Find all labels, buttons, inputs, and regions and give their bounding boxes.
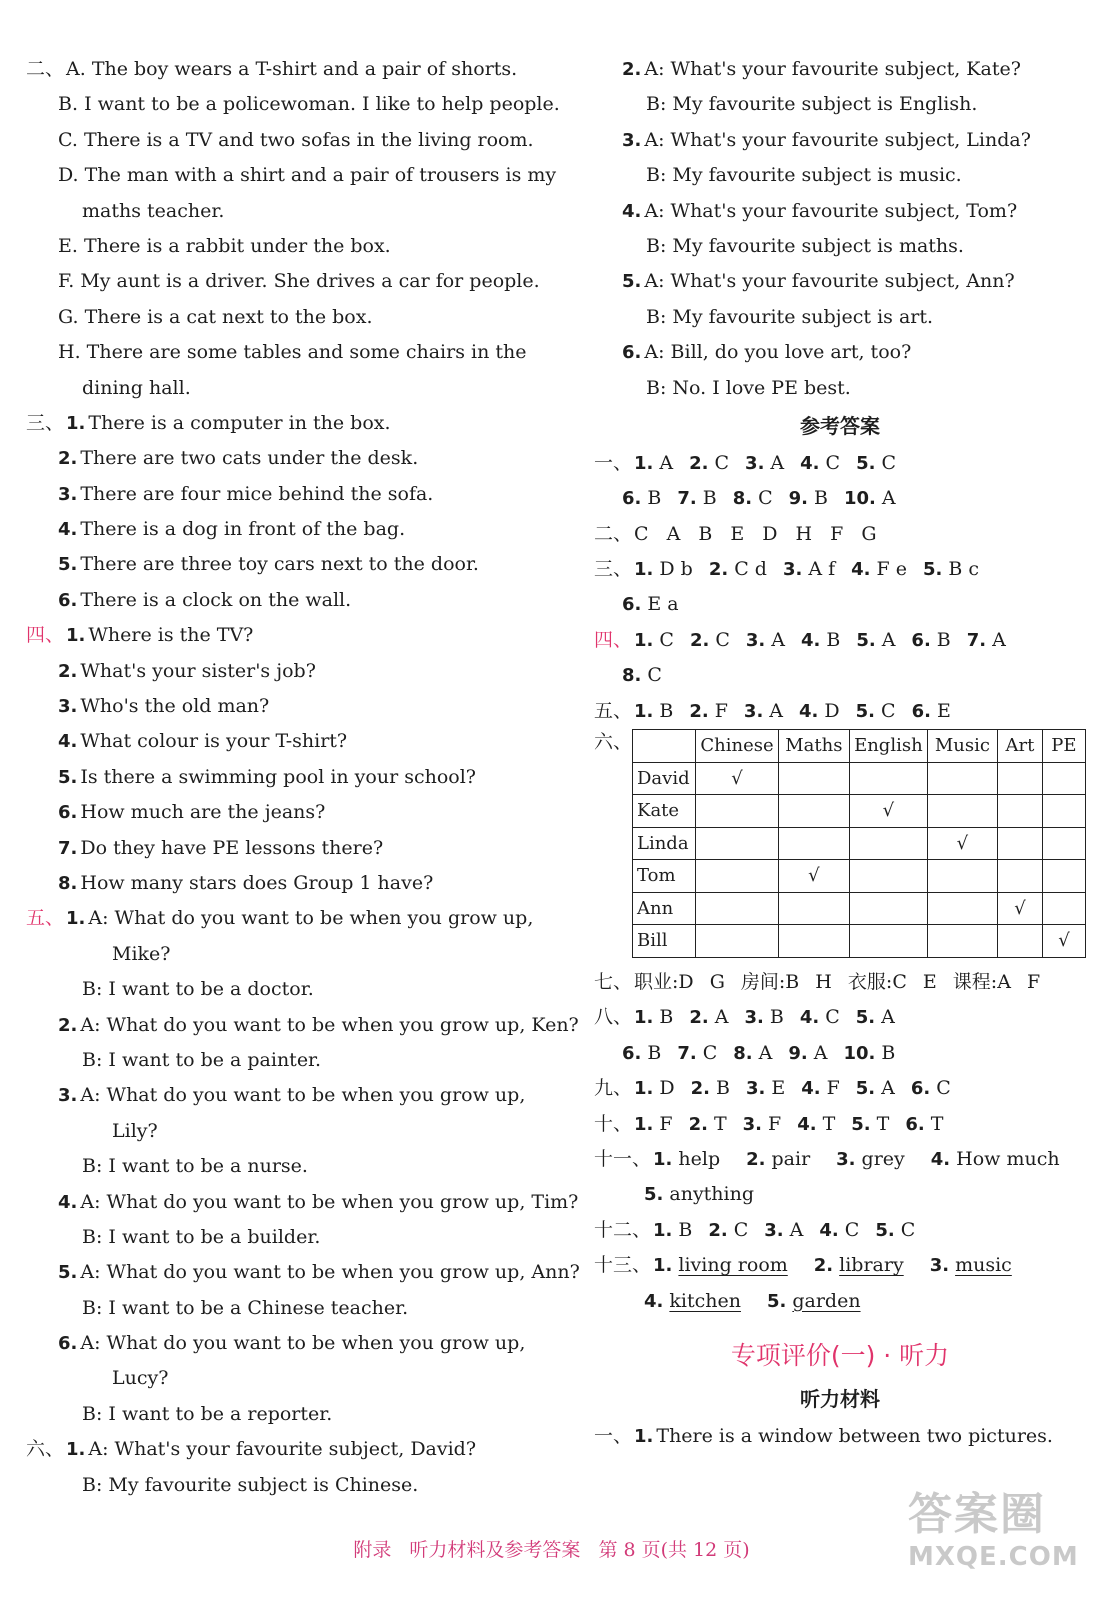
answer-row: 二、 C A B E D H F G	[594, 522, 877, 545]
answer-item: 4. B	[800, 628, 841, 651]
s3-item: 三、 1. There is a computer in the box.	[26, 411, 391, 434]
answer-item: 5. A	[855, 1006, 895, 1029]
empty-cell	[850, 892, 928, 925]
answer-item: 2. B	[690, 1077, 730, 1100]
section-number: 二、	[26, 58, 65, 80]
s5-dialog-b: B: I want to be a doctor.	[82, 978, 314, 1001]
check-mark-cell: √	[927, 827, 997, 860]
s2-item-b: B. I want to be a policewoman. I like to help people.	[58, 93, 560, 116]
column-header: Chinese	[696, 730, 778, 763]
answer-item: 1. C	[634, 628, 674, 651]
s6-dialog-b: B: My favourite subject is maths.	[646, 234, 964, 257]
empty-cell	[850, 925, 928, 958]
answer-item: 3. A	[764, 1218, 804, 1241]
answer-item: 1. F	[634, 1112, 673, 1135]
s6-dialog-a: 3. A: What's your favourite subject, Linda?	[622, 128, 1031, 151]
answer-row: 十、 1. F 2. T 3. F 4. T 5. T 6. T	[594, 1107, 1086, 1142]
s4-item: 7. Do they have PE lessons there?	[58, 836, 384, 859]
table-row	[633, 795, 1086, 828]
answer-row: 三、 1. D b 2. C d 3. A f 4. F e 5. B c	[594, 552, 1086, 587]
check-mark-cell: √	[696, 762, 778, 795]
answer-item: 3. A f	[782, 558, 836, 581]
s5-dialog-a: 5. A: What do you want to be when you grow up, Ann?	[58, 1261, 580, 1284]
answer-item: 3. music	[929, 1254, 1012, 1277]
answer-item: 1. help	[653, 1147, 721, 1170]
answer-item: 1. D	[634, 1077, 675, 1100]
answer-item: 1. D b	[634, 558, 693, 581]
answer-item: 2. T	[688, 1112, 727, 1135]
s4-item: 四、 1. Where is the TV?	[26, 624, 254, 647]
answer-item: 3. grey	[836, 1147, 905, 1170]
s6-dialog-b: B: No. I love PE best.	[646, 376, 851, 399]
answer-item: 4. T	[797, 1112, 836, 1135]
answer-item: 6. E	[911, 699, 951, 722]
right-column	[594, 52, 1086, 1454]
column-header: Maths	[778, 730, 849, 763]
s2-item-d-cont: maths teacher.	[82, 199, 225, 222]
empty-cell	[1042, 795, 1085, 828]
subject-table	[632, 729, 1086, 958]
table-header-row	[633, 730, 1086, 763]
s2-item-e: E. There is a rabbit under the box.	[58, 234, 391, 257]
s5-dialog-b: B: I want to be a reporter.	[82, 1402, 333, 1425]
empty-cell	[1042, 827, 1085, 860]
answer-item: 4. C	[799, 1006, 840, 1029]
answer-row	[594, 481, 1086, 516]
answer-item: 5. garden	[766, 1289, 861, 1312]
empty-cell	[696, 892, 778, 925]
s5-dialog-b: B: I want to be a builder.	[82, 1225, 321, 1248]
special-evaluation-title: 专项评价(一) · 听力	[730, 1340, 950, 1370]
answer-item: 2. F	[689, 699, 728, 722]
answer-item: 2. C	[708, 1218, 749, 1241]
s6-dialog-a: 4. A: What's your favourite subject, Tom?	[622, 199, 1018, 222]
check-mark-cell: √	[998, 892, 1043, 925]
table-row	[633, 762, 1086, 795]
answer-item: 3. B	[744, 1006, 784, 1029]
s5-dialog-a: 3. A: What do you want to be when you grow up,	[58, 1084, 526, 1107]
empty-cell	[696, 925, 778, 958]
answer-item: 2. pair	[746, 1147, 811, 1170]
answers-title: 参考答案	[800, 413, 880, 438]
column-header: Music	[927, 730, 997, 763]
answer-item: 1. living room	[653, 1254, 788, 1277]
answer-item: 1. B	[634, 1006, 674, 1029]
answer-item: 6. B	[622, 1041, 662, 1064]
answer-item: 4. C	[800, 451, 841, 474]
listening-material-title: 听力材料	[800, 1386, 880, 1411]
empty-cell	[998, 925, 1043, 958]
answer-item: 4. F	[801, 1077, 840, 1100]
check-mark-cell: √	[778, 860, 849, 893]
left-column	[26, 52, 580, 1503]
s5-dialog-a: 2. A: What do you want to be when you grow up, Ken?	[58, 1013, 579, 1036]
s2-item-f: F. My aunt is a driver. She drives a car for people.	[58, 270, 540, 293]
s6-dialog-b: B: My favourite subject is Chinese.	[82, 1473, 419, 1496]
check-mark-cell: √	[1042, 925, 1085, 958]
s2-item-g: G. There is a cat next to the box.	[58, 305, 373, 328]
s2-item-h-cont: dining hall.	[82, 376, 191, 399]
student-name: Tom	[633, 860, 696, 893]
answer-item: 6. B	[622, 487, 662, 510]
answer-item: 8. A	[733, 1041, 773, 1064]
answer-item: 5. A	[856, 628, 896, 651]
section-number: 五、	[26, 907, 65, 930]
answer-item: 1. B	[653, 1218, 693, 1241]
column-header: Art	[998, 730, 1043, 763]
answer-row: 十一、 1. help 2. pair 3. grey 4. How much	[594, 1142, 1086, 1177]
answer-item: 2. library	[813, 1254, 904, 1277]
answer-table-block: 六、 Chinese Maths English Music Art PE David √ Kate √ Linda √ Tom √ Ann √ Bill √	[594, 729, 1086, 965]
answer-item: 9. B	[788, 487, 828, 510]
answer-row: 四、 1. C 2. C 3. A 4. B 5. A 6. B 7. A	[594, 623, 1086, 658]
answer-row	[594, 587, 1086, 622]
answer-item: 6. B	[911, 628, 951, 651]
s3-item: 4. There is a dog in front of the bag.	[58, 518, 406, 541]
s2-item-c: C. There is a TV and two sofas in the living room.	[58, 128, 534, 151]
answer-item: 7. B	[677, 487, 717, 510]
table-row	[633, 827, 1086, 860]
answer-item: 5. C	[875, 1218, 916, 1241]
answer-item: 5. anything	[644, 1183, 755, 1206]
answer-item: 9. A	[788, 1041, 828, 1064]
s4-item: 5. Is there a swimming pool in your school?	[58, 765, 476, 788]
section-number: 六、	[26, 1438, 65, 1461]
empty-cell	[778, 827, 849, 860]
answer-item: 6. E a	[622, 593, 679, 616]
s4-item: 4. What colour is your T-shirt?	[58, 730, 348, 753]
empty-cell	[998, 827, 1043, 860]
answer-item: 10. B	[843, 1041, 896, 1064]
empty-cell	[927, 892, 997, 925]
empty-cell	[778, 795, 849, 828]
answer-item: 4. D	[799, 699, 840, 722]
empty-cell	[998, 762, 1043, 795]
column-header: English	[850, 730, 928, 763]
student-name: Linda	[633, 827, 696, 860]
answer-item: 6. C	[910, 1077, 951, 1100]
s6-dialog-b: B: My favourite subject is English.	[646, 93, 978, 116]
student-name: Bill	[633, 925, 696, 958]
empty-cell	[850, 762, 928, 795]
answer-item: 4. F e	[851, 558, 907, 581]
answer-item: 5. B c	[922, 558, 979, 581]
section-number: 三、	[26, 411, 65, 434]
empty-cell	[927, 860, 997, 893]
answer-item: 6. T	[905, 1112, 944, 1135]
column-header: PE	[1042, 730, 1085, 763]
s5-dialog-a: 4. A: What do you want to be when you grow up, Tim?	[58, 1190, 579, 1213]
answer-row: 十二、 1. B 2. C 3. A 4. C 5. C	[594, 1213, 1086, 1248]
s3-item: 3. There are four mice behind the sofa.	[58, 482, 434, 505]
answer-item: 4. How much	[930, 1147, 1060, 1170]
footer-title: 听力材料及参考答案	[409, 1539, 581, 1561]
answer-item: 3. A	[743, 699, 784, 722]
answer-row	[594, 1036, 1086, 1071]
empty-cell	[778, 925, 849, 958]
s6-dialog-a: 5. A: What's your favourite subject, Ann?	[622, 270, 1015, 293]
empty-cell	[850, 860, 928, 893]
empty-cell	[927, 795, 997, 828]
s6-dialog-a: 2. A: What's your favourite subject, Kate?	[622, 58, 1021, 80]
empty-cell	[778, 892, 849, 925]
answer-item: 3. F	[742, 1112, 782, 1135]
empty-cell	[927, 925, 997, 958]
empty-cell	[696, 827, 778, 860]
empty-cell	[696, 860, 778, 893]
answer-item: 3. A	[745, 628, 785, 651]
s4-item: 3. Who's the old man?	[58, 695, 270, 718]
answer-item: 4. kitchen	[644, 1289, 741, 1312]
answer-item: 3. E	[745, 1077, 786, 1100]
answer-item: 3. A	[745, 451, 785, 474]
watermark-logo: 答案圈 MXQE.COM	[908, 1489, 1079, 1572]
answer-item: 7. A	[966, 628, 1006, 651]
empty-cell	[778, 762, 849, 795]
answer-item: 8. C	[622, 664, 662, 687]
answer-item: 5. T	[851, 1112, 890, 1135]
student-name: Kate	[633, 795, 696, 828]
student-name: David	[633, 762, 696, 795]
answer-item: 1. B	[634, 699, 674, 722]
s4-item: 8. How many stars does Group 1 have?	[58, 871, 434, 894]
table-row	[633, 892, 1086, 925]
answer-item: 5. C	[856, 451, 896, 474]
s5-dialog-b: B: I want to be a nurse.	[82, 1155, 308, 1178]
s4-item: 6. How much are the jeans?	[58, 801, 326, 824]
answer-item: 2. C	[689, 628, 730, 651]
answer-row	[594, 1177, 1086, 1212]
s5-dialog-a: 五、 1. A: What do you want to be when you grow up,	[26, 907, 534, 930]
s5-dialog-a-cont: Lily?	[112, 1119, 158, 1142]
s6-dialog-a: 六、 1. A: What's your favourite subject, David?	[26, 1438, 477, 1461]
s3-item: 2. There are two cats under the desk.	[58, 447, 419, 470]
answer-item: 2. C d	[708, 558, 767, 581]
answer-item: 2. C	[689, 451, 730, 474]
empty-cell	[998, 860, 1043, 893]
answer-item: 4. C	[819, 1218, 860, 1241]
answer-item: 1. A	[634, 451, 674, 474]
answer-item: 10. A	[843, 487, 896, 510]
s3-item: 6. There is a clock on the wall.	[58, 588, 352, 611]
answer-row: 九、 1. D 2. B 3. E 4. F 5. A 6. C	[594, 1071, 1086, 1106]
s5-dialog-b: B: I want to be a Chinese teacher.	[82, 1296, 409, 1319]
answer-row: 七、 职业:D G 房间:B H 衣服:C E 课程:A F	[594, 971, 1041, 994]
empty-cell	[927, 762, 997, 795]
answer-item: 8. C	[732, 487, 773, 510]
answer-row	[594, 1284, 1086, 1319]
answer-item: 5. A	[855, 1077, 895, 1100]
empty-cell	[1042, 762, 1085, 795]
s5-dialog-a-cont: Mike?	[112, 942, 171, 965]
footer-label: 附录	[353, 1539, 392, 1561]
s5-dialog-a-cont: Lucy?	[112, 1367, 169, 1390]
s6-dialog-b: B: My favourite subject is music.	[646, 164, 962, 187]
empty-cell	[696, 795, 778, 828]
answer-row: 十三、 1. living room 2. library 3. music	[594, 1248, 1086, 1283]
answer-row	[594, 658, 1086, 693]
s6-dialog-a: 6. A: Bill, do you love art, too?	[622, 341, 912, 364]
s2-item-a: 二、 A. The boy wears a T-shirt and a pair of shorts.	[26, 58, 518, 80]
check-mark-cell: √	[850, 795, 928, 828]
s6-dialog-b: B: My favourite subject is art.	[646, 305, 934, 328]
answer-item: 5. C	[855, 699, 896, 722]
answer-row: 一、 1. A 2. C 3. A 4. C 5. C	[594, 446, 1086, 481]
empty-cell	[850, 827, 928, 860]
listening-item: 一、 1. There is a window between two pictures.	[594, 1424, 1053, 1447]
table-row	[633, 860, 1086, 893]
empty-cell	[1042, 892, 1085, 925]
answer-item: 7. C	[677, 1041, 718, 1064]
s5-dialog-b: B: I want to be a painter.	[82, 1048, 322, 1071]
student-name: Ann	[633, 892, 696, 925]
section-number: 四、	[26, 624, 65, 647]
answer-row: 八、 1. B 2. A 3. B 4. C 5. A	[594, 1000, 1086, 1035]
empty-cell	[1042, 860, 1085, 893]
s3-item: 5. There are three toy cars next to the door.	[58, 553, 479, 576]
empty-cell	[998, 795, 1043, 828]
s2-item-h: H. There are some tables and some chairs in the	[58, 341, 527, 364]
s5-dialog-a: 6. A: What do you want to be when you grow up,	[58, 1332, 526, 1355]
answer-item: 2. A	[689, 1006, 729, 1029]
s4-item: 2. What's your sister's job?	[58, 659, 316, 682]
footer-page-number: 第 8 页(共 12 页)	[598, 1539, 750, 1561]
table-row	[633, 925, 1086, 958]
answer-row: 五、 1. B 2. F 3. A 4. D 5. C 6. E	[594, 694, 1086, 729]
s2-item-d: D. The man with a shirt and a pair of trousers is my	[58, 164, 557, 187]
